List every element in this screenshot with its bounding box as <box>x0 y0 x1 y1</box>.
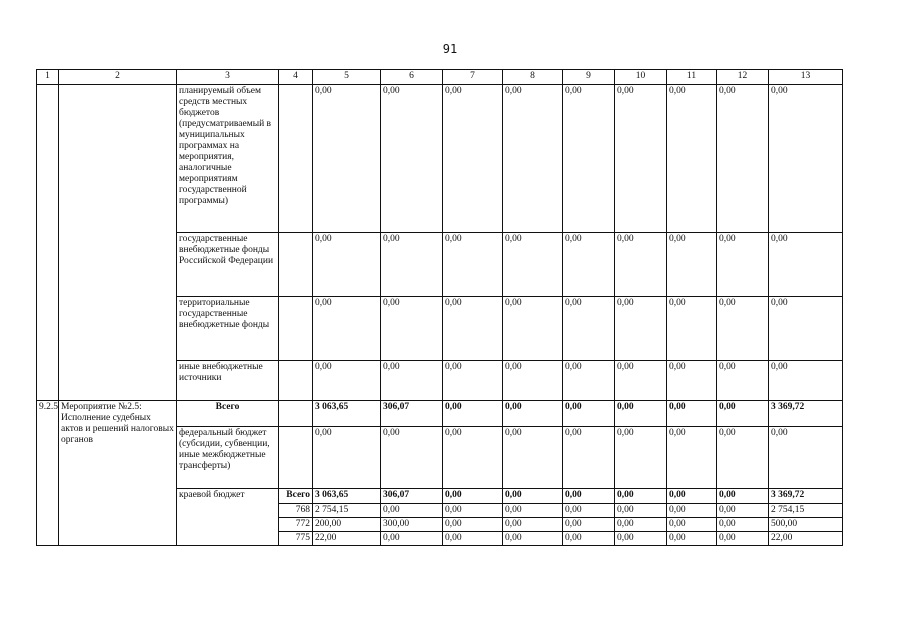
value-cell: 0,00 <box>717 427 769 489</box>
value-cell: 0,00 <box>503 361 563 401</box>
value-cell: 3 063,65 <box>313 489 381 504</box>
value-cell: 0,00 <box>667 233 717 297</box>
value-cell: 0,00 <box>381 427 443 489</box>
header-cell: 5 <box>313 70 381 85</box>
budget-table <box>36 69 843 546</box>
value-cell: 3 369,72 <box>769 489 843 504</box>
value-cell: 0,00 <box>667 401 717 427</box>
value-cell: 0,00 <box>503 233 563 297</box>
value-cell: 0,00 <box>615 233 667 297</box>
value-cell: 0,00 <box>717 504 769 518</box>
source-label: территориальные государственные внебюджетные фонды <box>177 297 279 361</box>
event-total-row <box>37 401 843 427</box>
source-label: федеральный бюджет (субсидии, субвенции, иные межбюджетные трансферты) <box>177 427 279 489</box>
source-label: планируемый объем средств местных бюджетов (предусматриваемый в муниципальных программах на мероприятия, аналогичные мероприятиям государственной программы) <box>177 85 279 233</box>
value-cell: 2 754,15 <box>313 504 381 518</box>
value-cell: 0,00 <box>503 489 563 504</box>
value-cell: 0,00 <box>563 504 615 518</box>
value-cell: 0,00 <box>769 361 843 401</box>
value-cell: 0,00 <box>503 504 563 518</box>
value-cell: 0,00 <box>717 233 769 297</box>
total-label: Всего <box>177 401 279 427</box>
header-row <box>37 70 843 85</box>
value-cell: 0,00 <box>615 85 667 233</box>
value-cell: 0,00 <box>443 233 503 297</box>
value-cell: 0,00 <box>667 532 717 546</box>
value-cell: 0,00 <box>503 297 563 361</box>
value-cell: 0,00 <box>769 297 843 361</box>
source-label: государственные внебюджетные фонды Российской Федерации <box>177 233 279 297</box>
value-cell: 22,00 <box>313 532 381 546</box>
value-cell: 0,00 <box>443 518 503 532</box>
header-cell: 12 <box>717 70 769 85</box>
value-cell: 0,00 <box>313 361 381 401</box>
kbk-cell <box>279 297 313 361</box>
value-cell: 0,00 <box>313 427 381 489</box>
name-cell-empty <box>59 85 177 401</box>
header-cell: 11 <box>667 70 717 85</box>
value-cell: 0,00 <box>503 518 563 532</box>
value-cell: 0,00 <box>769 427 843 489</box>
header-cell: 8 <box>503 70 563 85</box>
value-cell: 0,00 <box>563 489 615 504</box>
value-cell: 0,00 <box>667 489 717 504</box>
value-cell: 306,07 <box>381 489 443 504</box>
value-cell: 0,00 <box>381 85 443 233</box>
value-cell: 0,00 <box>563 233 615 297</box>
value-cell: 0,00 <box>769 233 843 297</box>
value-cell: 0,00 <box>563 85 615 233</box>
value-cell: 0,00 <box>503 401 563 427</box>
kbk-cell: Всего <box>279 489 313 504</box>
kbk-cell <box>279 401 313 427</box>
kbk-cell <box>279 233 313 297</box>
source-label: иные внебюджетные источники <box>177 361 279 401</box>
value-cell: 0,00 <box>503 85 563 233</box>
header-cell: 3 <box>177 70 279 85</box>
value-cell: 0,00 <box>443 427 503 489</box>
value-cell: 0,00 <box>667 361 717 401</box>
value-cell: 0,00 <box>563 401 615 427</box>
value-cell: 0,00 <box>717 361 769 401</box>
value-cell: 0,00 <box>717 85 769 233</box>
kbk-cell <box>279 85 313 233</box>
value-cell: 0,00 <box>769 85 843 233</box>
header-cell: 6 <box>381 70 443 85</box>
event-code: 9.2.5 <box>37 401 59 546</box>
value-cell: 0,00 <box>313 233 381 297</box>
value-cell: 0,00 <box>443 504 503 518</box>
value-cell: 0,00 <box>717 297 769 361</box>
value-cell: 0,00 <box>443 361 503 401</box>
value-cell: 0,00 <box>563 361 615 401</box>
value-cell: 0,00 <box>563 427 615 489</box>
value-cell: 0,00 <box>563 532 615 546</box>
event-name: Мероприятие №2.5: Исполнение судебных актов и решений налоговых органов <box>59 401 177 546</box>
value-cell: 0,00 <box>563 518 615 532</box>
value-cell: 0,00 <box>503 427 563 489</box>
value-cell: 0,00 <box>615 427 667 489</box>
value-cell: 0,00 <box>615 518 667 532</box>
value-cell: 0,00 <box>667 504 717 518</box>
code-cell-empty <box>37 85 59 401</box>
value-cell: 0,00 <box>717 532 769 546</box>
value-cell: 200,00 <box>313 518 381 532</box>
source-label: краевой бюджет <box>177 489 279 546</box>
header-cell: 4 <box>279 70 313 85</box>
value-cell: 0,00 <box>503 532 563 546</box>
value-cell: 0,00 <box>615 504 667 518</box>
value-cell: 22,00 <box>769 532 843 546</box>
value-cell: 0,00 <box>615 401 667 427</box>
value-cell: 0,00 <box>313 297 381 361</box>
value-cell: 0,00 <box>667 85 717 233</box>
value-cell: 0,00 <box>717 401 769 427</box>
value-cell: 500,00 <box>769 518 843 532</box>
value-cell: 2 754,15 <box>769 504 843 518</box>
kbk-code: 772 <box>279 518 313 532</box>
value-cell: 306,07 <box>381 401 443 427</box>
header-cell: 1 <box>37 70 59 85</box>
value-cell: 0,00 <box>717 518 769 532</box>
header-cell: 13 <box>769 70 843 85</box>
value-cell: 0,00 <box>443 401 503 427</box>
value-cell: 0,00 <box>667 518 717 532</box>
value-cell: 0,00 <box>381 532 443 546</box>
value-cell: 0,00 <box>381 361 443 401</box>
header-cell: 7 <box>443 70 503 85</box>
value-cell: 0,00 <box>615 532 667 546</box>
value-cell: 0,00 <box>381 297 443 361</box>
value-cell: 300,00 <box>381 518 443 532</box>
value-cell: 3 369,72 <box>769 401 843 427</box>
value-cell: 3 063,65 <box>313 401 381 427</box>
value-cell: 0,00 <box>443 85 503 233</box>
value-cell: 0,00 <box>667 427 717 489</box>
kbk-cell <box>279 361 313 401</box>
value-cell: 0,00 <box>443 532 503 546</box>
value-cell: 0,00 <box>717 489 769 504</box>
kbk-code: 768 <box>279 504 313 518</box>
value-cell: 0,00 <box>615 489 667 504</box>
kbk-code: 775 <box>279 532 313 546</box>
value-cell: 0,00 <box>313 85 381 233</box>
value-cell: 0,00 <box>381 504 443 518</box>
header-cell: 10 <box>615 70 667 85</box>
value-cell: 0,00 <box>443 297 503 361</box>
table-row <box>37 85 843 233</box>
value-cell: 0,00 <box>443 489 503 504</box>
header-cell: 2 <box>59 70 177 85</box>
value-cell: 0,00 <box>381 233 443 297</box>
value-cell: 0,00 <box>615 361 667 401</box>
kbk-cell <box>279 427 313 489</box>
value-cell: 0,00 <box>615 297 667 361</box>
page-number: 91 <box>442 42 458 56</box>
header-cell: 9 <box>563 70 615 85</box>
value-cell: 0,00 <box>563 297 615 361</box>
value-cell: 0,00 <box>667 297 717 361</box>
